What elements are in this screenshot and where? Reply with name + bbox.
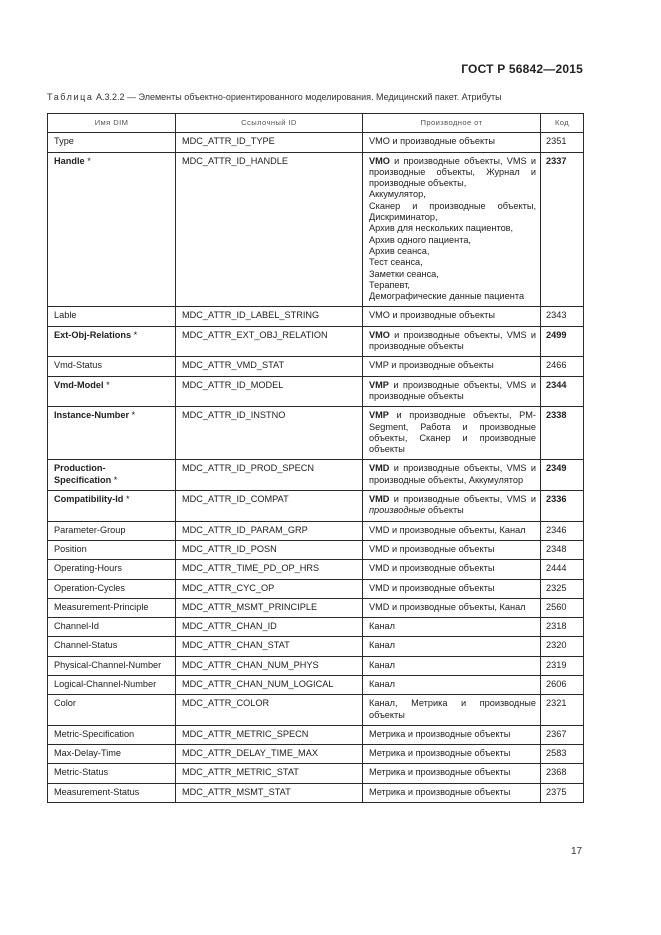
- cell-reference-id: MDC_ATTR_ID_COMPAT: [176, 491, 363, 522]
- cell-dim-name: [48, 491, 176, 522]
- dim-name-text: Channel-Status: [54, 640, 118, 651]
- dim-name-text: Lable: [54, 310, 77, 321]
- page-number: 17: [571, 846, 583, 857]
- derived-text: и производные объекты, VMS и производные объекты: [369, 329, 536, 352]
- cell-reference-id: MDC_ATTR_DELAY_TIME_MAX: [176, 745, 363, 764]
- derived-text: и производные объекты, VMS и производные объекты, Журнал и производные объекты, Аккумулятор, Сканер и производные объекты, Дискриминатор, Архив для нескольких пациентов, Архив одного пациента, Архив сеанса, Тест сеанса, Заметки сеанса, Терапевт, Демографические данные пациента: [369, 155, 536, 302]
- derived-text: Метрика и производные объекты: [369, 786, 511, 797]
- cell-derived-from: [363, 326, 541, 357]
- derived-text: VMD и производные объекты: [369, 543, 495, 554]
- required-marker: *: [103, 379, 110, 390]
- cell-reference-id: MDC_ATTR_MSMT_STAT: [176, 783, 363, 802]
- cell-dim-name: [48, 540, 176, 559]
- dim-name-text: Vmd-Model: [54, 379, 104, 390]
- column-header-dim-name: Имя DIM: [48, 114, 176, 133]
- cell-reference-id: MDC_ATTR_ID_HANDLE: [176, 152, 363, 307]
- cell-code: 2348: [541, 540, 584, 559]
- cell-derived-from: [363, 764, 541, 783]
- table-row: [48, 656, 584, 675]
- cell-code: 2344: [541, 376, 584, 407]
- cell-code: 2375: [541, 783, 584, 802]
- column-header-code: Код: [541, 114, 584, 133]
- dim-name-text: Operating-Hours: [54, 563, 122, 574]
- cell-dim-name: [48, 695, 176, 726]
- table-row: [48, 618, 584, 637]
- cell-code: 2321: [541, 695, 584, 726]
- derived-text: Канал: [369, 678, 396, 689]
- table-caption-text: А.3.2.2 — Элементы объектно-ориентированного моделирования. Медицинский пакет. Атрибуты: [96, 92, 502, 102]
- table-row: [48, 152, 584, 307]
- required-marker: *: [111, 474, 118, 485]
- dim-name-text: Metric-Specification: [54, 728, 135, 739]
- table-body: [48, 133, 584, 803]
- required-marker: *: [131, 329, 138, 340]
- cell-dim-name: [48, 407, 176, 460]
- cell-code: 2337: [541, 152, 584, 307]
- cell-dim-name: [48, 656, 176, 675]
- required-marker: *: [129, 410, 136, 421]
- table-row: [48, 637, 584, 656]
- cell-derived-from: [363, 376, 541, 407]
- table-header-row: [48, 114, 584, 133]
- cell-derived-from: [363, 695, 541, 726]
- table-row: [48, 326, 584, 357]
- dim-name-text: Ext-Obj-Relations: [54, 329, 132, 340]
- cell-reference-id: MDC_ATTR_VMD_STAT: [176, 357, 363, 376]
- derived-text: и производные объекты, PM-Segment, Работа и производные объекты, Сканер и производные объекты: [369, 410, 536, 455]
- cell-code: 2325: [541, 579, 584, 598]
- cell-dim-name: [48, 152, 176, 307]
- cell-derived-from: [363, 618, 541, 637]
- cell-reference-id: MDC_ATTR_MSMT_PRINCIPLE: [176, 598, 363, 617]
- cell-reference-id: MDC_ATTR_ID_POSN: [176, 540, 363, 559]
- table-row: [48, 407, 584, 460]
- cell-derived-from: [363, 656, 541, 675]
- attributes-table: [47, 113, 584, 803]
- cell-derived-from: [363, 725, 541, 744]
- dim-name-text: Measurement-Status: [54, 786, 140, 797]
- cell-derived-from: [363, 491, 541, 522]
- dim-name-text: Channel-Id: [54, 621, 99, 632]
- cell-reference-id: MDC_ATTR_CHAN_ID: [176, 618, 363, 637]
- derived-text: VMD и производные объекты, Канал: [369, 601, 526, 612]
- table-row: [48, 695, 584, 726]
- derived-text: Метрика и производные объекты: [369, 748, 511, 759]
- cell-dim-name: [48, 133, 176, 152]
- cell-dim-name: [48, 745, 176, 764]
- cell-dim-name: [48, 675, 176, 694]
- cell-derived-from: [363, 579, 541, 598]
- cell-code: 2367: [541, 725, 584, 744]
- cell-code: 2368: [541, 764, 584, 783]
- cell-derived-from: [363, 540, 541, 559]
- cell-derived-from: [363, 133, 541, 152]
- cell-dim-name: [48, 598, 176, 617]
- cell-derived-from: [363, 460, 541, 491]
- cell-reference-id: MDC_ATTR_ID_INSTNO: [176, 407, 363, 460]
- cell-dim-name: [48, 307, 176, 326]
- cell-code: 2351: [541, 133, 584, 152]
- standard-number: ГОСТ Р 56842—2015: [461, 62, 583, 76]
- dim-name-text: Metric-Status: [54, 767, 109, 778]
- column-header-reference-id: Ссылочный ID: [176, 114, 363, 133]
- dim-name-text: Vmd-Status: [54, 360, 102, 371]
- table-row: [48, 357, 584, 376]
- cell-reference-id: MDC_ATTR_COLOR: [176, 695, 363, 726]
- column-header-derived-from: Производное от: [363, 114, 541, 133]
- cell-code: 2499: [541, 326, 584, 357]
- cell-dim-name: [48, 618, 176, 637]
- cell-reference-id: MDC_ATTR_CHAN_NUM_LOGICAL: [176, 675, 363, 694]
- derived-text: VMD и производные объекты: [369, 563, 495, 574]
- cell-derived-from: [363, 675, 541, 694]
- dim-name-text: Operation-Cycles: [54, 582, 125, 593]
- cell-code: 2338: [541, 407, 584, 460]
- cell-dim-name: [48, 637, 176, 656]
- cell-dim-name: [48, 521, 176, 540]
- cell-reference-id: MDC_ATTR_TIME_PD_OP_HRS: [176, 560, 363, 579]
- derived-text: объекты: [425, 505, 464, 516]
- table-row: [48, 460, 584, 491]
- dim-name-text: Type: [54, 136, 74, 147]
- table-caption: [47, 92, 502, 102]
- cell-reference-id: MDC_ATTR_METRIC_STAT: [176, 764, 363, 783]
- cell-derived-from: [363, 357, 541, 376]
- cell-code: 2466: [541, 357, 584, 376]
- table-row: [48, 521, 584, 540]
- cell-dim-name: [48, 725, 176, 744]
- derived-text: VMD и производные объекты, Канал: [369, 524, 526, 535]
- cell-derived-from: [363, 745, 541, 764]
- cell-code: 2319: [541, 656, 584, 675]
- table-row: [48, 579, 584, 598]
- cell-reference-id: MDC_ATTR_EXT_OBJ_RELATION: [176, 326, 363, 357]
- dim-name-text: Parameter-Group: [54, 524, 126, 535]
- table-row: [48, 491, 584, 522]
- table-row: [48, 764, 584, 783]
- table-row: [48, 725, 584, 744]
- derived-text: Канал, Метрика и производные объекты: [369, 698, 536, 720]
- cell-code: 2349: [541, 460, 584, 491]
- cell-code: 2336: [541, 491, 584, 522]
- dim-name-text: Logical-Channel-Number: [54, 678, 157, 689]
- cell-derived-from: [363, 783, 541, 802]
- derived-text: производные: [369, 505, 426, 516]
- dim-name-text: Max-Delay-Time: [54, 748, 122, 759]
- dim-name-text: Instance-Number: [54, 410, 130, 421]
- derived-text: VMO и производные объекты: [369, 136, 495, 147]
- table-row: [48, 675, 584, 694]
- derived-text: и производные объекты, VMS и: [389, 494, 536, 505]
- cell-code: 2444: [541, 560, 584, 579]
- cell-derived-from: [363, 152, 541, 307]
- derived-text: VMP: [369, 410, 389, 421]
- cell-reference-id: MDC_ATTR_ID_PARAM_GRP: [176, 521, 363, 540]
- dim-name-text: Physical-Channel-Number: [54, 659, 162, 670]
- dim-name-text: Measurement-Principle: [54, 601, 149, 612]
- cell-derived-from: [363, 407, 541, 460]
- derived-text: и производные объекты, VMS и производные объекты: [369, 379, 536, 401]
- cell-code: 2346: [541, 521, 584, 540]
- cell-derived-from: [363, 637, 541, 656]
- required-marker: *: [123, 494, 130, 505]
- derived-text: Канал: [369, 659, 396, 670]
- derived-text: Канал: [369, 640, 396, 651]
- derived-text: VMO и производные объекты: [369, 310, 495, 321]
- cell-dim-name: [48, 783, 176, 802]
- derived-text: VMP и производные объекты: [369, 360, 494, 371]
- derived-text: VMP: [369, 379, 389, 390]
- cell-reference-id: MDC_ATTR_ID_PROD_SPECN: [176, 460, 363, 491]
- cell-derived-from: [363, 521, 541, 540]
- derived-text: Метрика и производные объекты: [369, 767, 511, 778]
- cell-reference-id: MDC_ATTR_ID_TYPE: [176, 133, 363, 152]
- cell-derived-from: [363, 307, 541, 326]
- table-row: [48, 307, 584, 326]
- derived-text: VMD: [369, 494, 390, 505]
- cell-code: 2320: [541, 637, 584, 656]
- derived-text: и производные объекты, VMS и производные объекты, Аккумулятор: [369, 463, 536, 485]
- cell-code: 2606: [541, 675, 584, 694]
- derived-text: Канал: [369, 621, 396, 632]
- table-row: [48, 560, 584, 579]
- cell-dim-name: [48, 460, 176, 491]
- dim-name-text: Handle: [54, 155, 85, 166]
- dim-name-text: Position: [54, 543, 87, 554]
- cell-code: 2583: [541, 745, 584, 764]
- cell-code: 2560: [541, 598, 584, 617]
- cell-derived-from: [363, 560, 541, 579]
- dim-name-text: Production- Specification: [54, 463, 112, 485]
- cell-dim-name: [48, 560, 176, 579]
- table-caption-label: Таблица: [47, 92, 94, 102]
- required-marker: *: [84, 155, 91, 166]
- derived-text: VMO: [369, 155, 390, 166]
- cell-reference-id: MDC_ATTR_CHAN_STAT: [176, 637, 363, 656]
- derived-text: VMD: [369, 463, 390, 474]
- dim-name-text: Color: [54, 698, 76, 709]
- table-row: [48, 376, 584, 407]
- derived-text: VMO: [369, 329, 390, 340]
- derived-text: Метрика и производные объекты: [369, 728, 511, 739]
- cell-code: 2343: [541, 307, 584, 326]
- cell-reference-id: MDC_ATTR_ID_MODEL: [176, 376, 363, 407]
- dim-name-text: Compatibility-Id: [54, 494, 124, 505]
- table-row: [48, 783, 584, 802]
- cell-dim-name: [48, 357, 176, 376]
- cell-dim-name: [48, 376, 176, 407]
- cell-derived-from: [363, 598, 541, 617]
- cell-dim-name: [48, 764, 176, 783]
- cell-reference-id: MDC_ATTR_METRIC_SPECN: [176, 725, 363, 744]
- cell-reference-id: MDC_ATTR_ID_LABEL_STRING: [176, 307, 363, 326]
- cell-dim-name: [48, 579, 176, 598]
- cell-code: 2318: [541, 618, 584, 637]
- derived-text: VMD и производные объекты: [369, 582, 495, 593]
- cell-reference-id: MDC_ATTR_CYC_OP: [176, 579, 363, 598]
- cell-reference-id: MDC_ATTR_CHAN_NUM_PHYS: [176, 656, 363, 675]
- table-row: [48, 598, 584, 617]
- table-row: [48, 540, 584, 559]
- table-row: [48, 745, 584, 764]
- cell-dim-name: [48, 326, 176, 357]
- table-row: [48, 133, 584, 152]
